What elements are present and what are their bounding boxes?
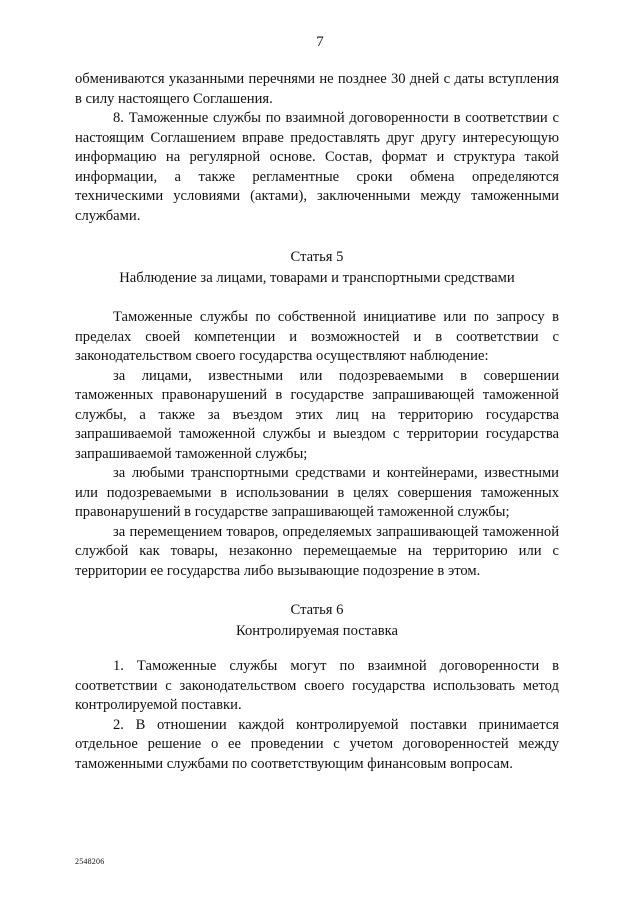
article-5-paragraph: за лицами, известными или подозреваемыми в совершении таможенных правонарушений в государстве запрашивающей таможенной службы, а также за въездом этих лиц на территорию государства запрашиваемой таможенной службы и выездом с территории государства запрашиваемой таможенной службы;	[75, 367, 559, 462]
continuation-block	[75, 70, 559, 226]
article-5-paragraph: Таможенные службы по собственной инициативе или по запросу в пределах своей компетенции и возможностей и в соответствии с законодательством своего государства осуществляют наблюдение:	[75, 309, 559, 364]
page-number: 7	[316, 34, 324, 50]
document-code: 2548206	[75, 857, 105, 866]
article-5-body	[75, 308, 559, 581]
article-5-title: Наблюдение за лицами, товарами и транспортными средствами	[119, 270, 515, 286]
article-5-number: Статья 5	[290, 249, 344, 265]
article-5-paragraph: за любыми транспортными средствами и контейнерами, известными или подозреваемыми в использовании в целях совершения таможенных правонарушений в государстве запрашивающей таможенной службы;	[75, 465, 559, 520]
article-6-number: Статья 6	[290, 602, 344, 618]
article-5-paragraph: за перемещением товаров, определяемых запрашивающей таможенной службой как товары, незаконно перемещаемые на территорию или с территории ее государства либо вызывающие подозрение в этом.	[75, 523, 559, 579]
article-6-body	[75, 657, 559, 774]
paragraph-continued: обмениваются указанными перечнями не позднее 30 дней с даты вступления в силу настоящего Соглашения.	[75, 71, 559, 107]
article-5-heading	[75, 247, 559, 289]
article-6-title: Контролируемая поставка	[235, 623, 399, 639]
article-6-heading	[75, 600, 559, 642]
paragraph-8: 8. Таможенные службы по взаимной договоренности в соответствии с настоящим Соглашением вправе предоставлять друг другу интересующую информацию на регулярной основе. Состав, формат и структура такой информации, а также регламентные сроки обмена определяются техническими условиями (актами), заключенными между таможенными службами.	[75, 110, 559, 224]
article-6-paragraph: 2. В отношении каждой контролируемой поставки принимается отдельное решение о ее проведении с учетом договоренностей между таможенными службами по соответствующим финансовым вопросам.	[75, 716, 559, 772]
article-6-paragraph: 1. Таможенные службы могут по взаимной договоренности в соответствии с законодательством своего государства использовать метод контролируемой поставки.	[75, 658, 559, 713]
